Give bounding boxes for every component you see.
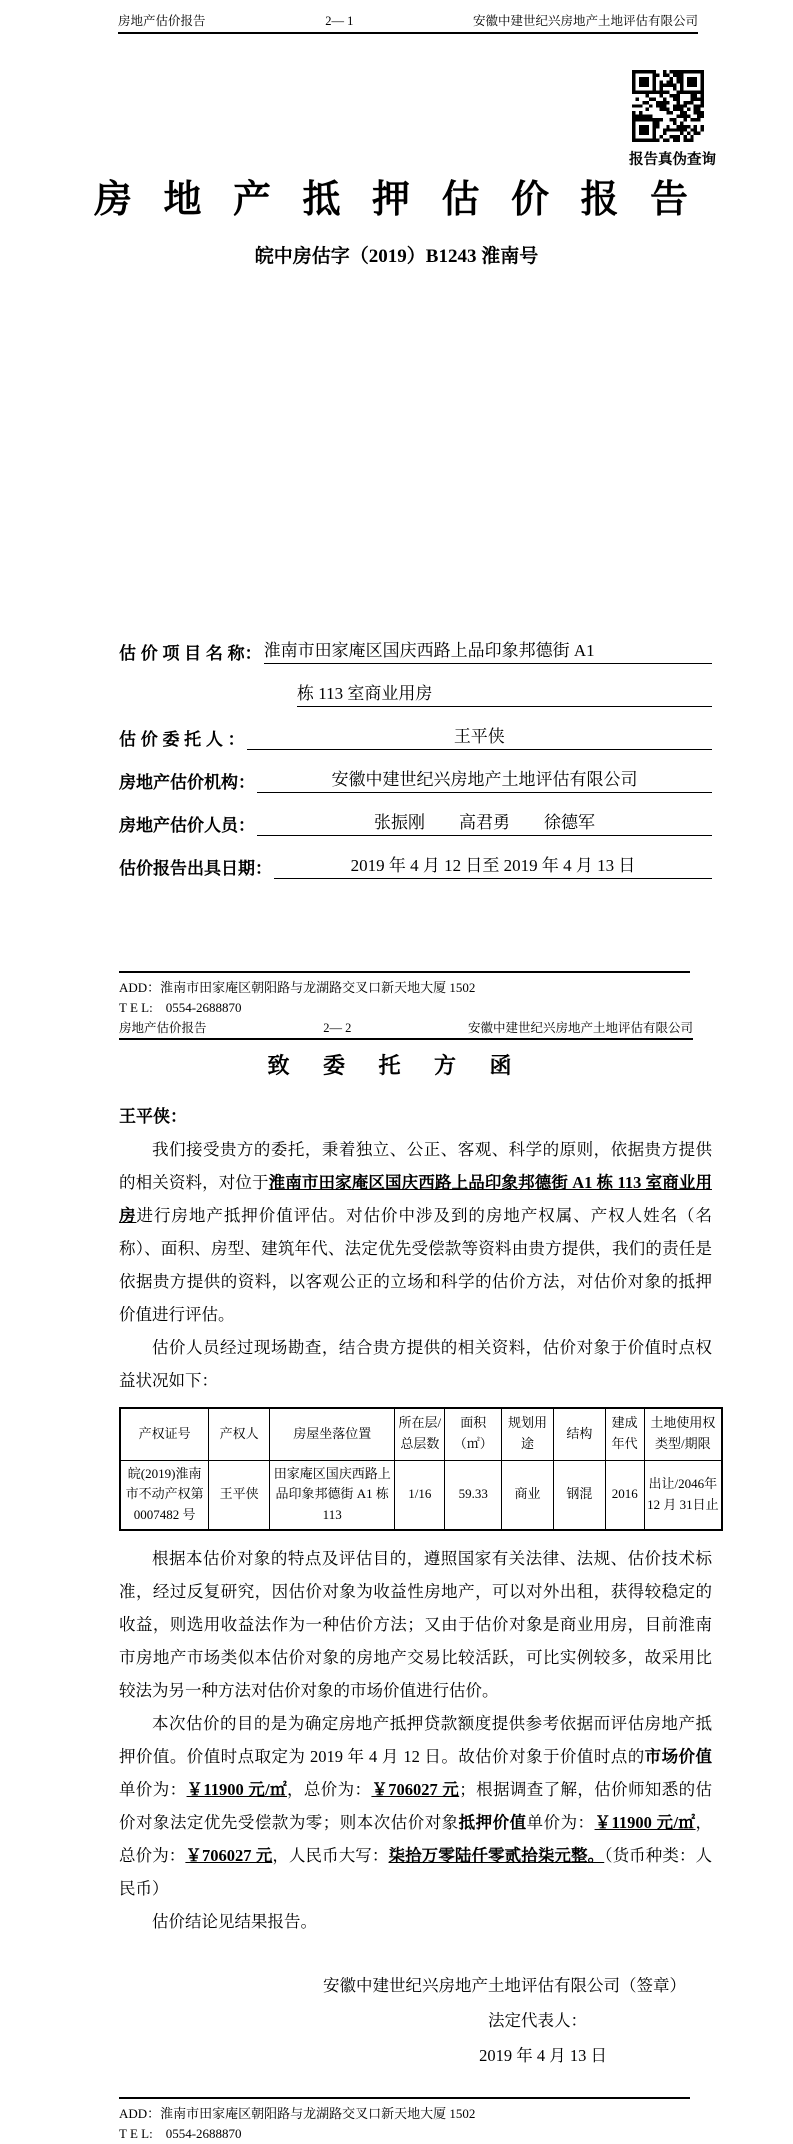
- client-label: 估 价 委 托 人 ：: [119, 730, 245, 749]
- letter-paragraph-3: 根据本估价对象的特点及评估目的，遵照国家有关法律、法规、估价技术标准，经过反复研究，因估价对象为收益性房地产，可以对外出租，获得较稳定的收益，则选用收益法作为一种估价方法；又由于估价对象是商业用房，目前淮南市房地产市场类似本估价对象的房地产交易比较活跃，可比实例较多，故采用比较法为另一种方法对估价对象的市场价值进行估价。: [119, 1549, 712, 1700]
- page2-header-page-number: 2— 2: [323, 1021, 352, 1035]
- agency-value: 安徽中建世纪兴房地产土地评估有限公司: [257, 765, 712, 793]
- cover-form: [119, 636, 712, 879]
- cell-planned-use: 商业: [502, 1460, 554, 1530]
- letter-salutation: 王平侠：: [119, 1107, 187, 1126]
- page1-header: [118, 0, 698, 34]
- cell-owner: 王平侠: [209, 1460, 270, 1530]
- form-row-project-name-cont: [119, 679, 712, 707]
- report-number: 皖中房估字（2019）B1243 淮南号: [254, 246, 539, 267]
- letter-paragraph-5: 估价结论见结果报告。: [152, 1912, 317, 1931]
- page1-footer: [119, 971, 690, 1018]
- cell-area: 59.33: [445, 1460, 502, 1530]
- appraisers-value: 张振刚 高君勇 徐德军: [257, 808, 712, 836]
- col-structure: 结构: [553, 1408, 605, 1460]
- page2-header-doc-title: 房地产估价报告: [119, 1021, 207, 1035]
- letter-paragraph-1: 我们接受贵方的委托，秉着独立、公正、客观、科学的原则，依据贵方提供的相关资料，对位于淮南市田家庵区国庆西路上品印象邦德街 A1 栋 113 室商业用房进行房地产抵押价值评估。对估价中涉及到的房地产权属、产权人姓名（名称）、面积、房型、建筑年代、法定优先受偿款等资料由贵方提供，我们的责任是依据贵方提供的资料，以客观公正的立场和科学的估价方法，对估价对象的抵押价值进行评估。: [119, 1140, 713, 1324]
- cell-year-built: 2016: [605, 1460, 644, 1530]
- report-main-title: 房 地 产 抵 押 估 价 报 告: [93, 179, 699, 221]
- col-year-built: 建成年代: [605, 1408, 644, 1460]
- page1-header-company: 安徽中建世纪兴房地产土地评估有限公司: [472, 14, 698, 28]
- form-row-project-name: [119, 636, 712, 664]
- col-owner: 产权人: [209, 1408, 270, 1460]
- cell-certificate-no: 皖(2019)淮南市不动产权第0007482 号: [120, 1460, 209, 1530]
- letter-paragraph-4: 本次估价的目的是为确定房地产抵押贷款额度提供参考依据而评估房地产抵押价值。价值时点取定为 2019 年 4 月 12 日。故估价对象于价值时点的市场价值单价为：￥11900 元/㎡，总价为：￥706027 元；根据调查了解，估价师知悉的估价对象法定优先受偿款为零；则本次估价对象抵押价值单价为：￥11900 元/㎡，总价为：￥706027 元，人民币大写：柒拾万零陆仟零贰拾柒元整。（货币种类：人民币）: [119, 1714, 713, 1898]
- signature-legal-rep: 法定代表人：: [488, 2011, 587, 2030]
- col-planned-use: 规划用途: [502, 1408, 554, 1460]
- form-row-appraisers: [119, 808, 712, 836]
- page2-footer-address: ADD：淮南市田家庵区朝阳路与龙湖路交叉口新天地大厦 1502: [119, 2106, 476, 2121]
- page1-footer-address: ADD：淮南市田家庵区朝阳路与龙湖路交叉口新天地大厦 1502: [119, 980, 476, 995]
- appraisers-label: 房地产估价人员：: [119, 816, 255, 835]
- col-land-use-term: 土地使用权类型/期限: [644, 1408, 722, 1460]
- col-certificate-no: 产权证号: [120, 1408, 209, 1460]
- page1-footer-tel: T E L: 0554-2688870: [119, 1000, 242, 1015]
- project-name-label: 估 价 项 目 名 称：: [119, 644, 262, 663]
- qr-label: 报告真伪查询: [629, 152, 716, 168]
- cell-structure: 钢混: [553, 1460, 605, 1530]
- property-rights-table: [119, 1407, 723, 1531]
- table-row: [120, 1460, 722, 1530]
- col-floor: 所在层/总层数: [395, 1408, 445, 1460]
- project-name-value-line2: 栋 113 室商业用房: [297, 679, 712, 707]
- project-name-value-line1: 淮南市田家庵区国庆西路上品印象邦德街 A1: [264, 636, 712, 664]
- signature-block: [0, 1968, 793, 2073]
- col-area: 面积（㎡）: [445, 1408, 502, 1460]
- issue-date-label: 估价报告出具日期：: [119, 859, 272, 878]
- form-row-client: [119, 722, 712, 750]
- letter-paragraph-2: 估价人员经过现场勘查，结合贵方提供的相关资料，估价对象于价值时点权益状况如下：: [119, 1338, 712, 1390]
- form-row-agency: [119, 765, 712, 793]
- qr-block: [629, 70, 716, 169]
- page2-header: [119, 1018, 693, 1040]
- issue-date-value: 2019 年 4 月 12 日至 2019 年 4 月 13 日: [274, 851, 712, 879]
- page2-footer: [119, 2097, 690, 2144]
- qr-code-icon: [632, 70, 704, 142]
- page1-header-doc-title: 房地产估价报告: [118, 14, 206, 28]
- page2-footer-tel: T E L: 0554-2688870: [119, 2126, 242, 2141]
- cell-location: 田家庵区国庆西路上品印象邦德街 A1 栋113: [270, 1460, 395, 1530]
- form-row-issue-date: [119, 851, 712, 879]
- page2-header-company: 安徽中建世纪兴房地产土地评估有限公司: [467, 1021, 693, 1035]
- page1-header-page-number: 2— 1: [325, 14, 354, 28]
- signature-date: 2019 年 4 月 13 日: [479, 2046, 607, 2065]
- cell-floor: 1/16: [395, 1460, 445, 1530]
- cell-land-use-term: 出让/2046年 12 月 31日止: [644, 1460, 722, 1530]
- signature-company: 安徽中建世纪兴房地产土地评估有限公司（签章）: [323, 1976, 686, 1995]
- client-value: 王平侠: [247, 722, 712, 750]
- col-location: 房屋坐落位置: [270, 1408, 395, 1460]
- letter-title: 致 委 托 方 函: [267, 1053, 526, 1078]
- agency-label: 房地产估价机构：: [119, 773, 255, 792]
- table-header-row: [120, 1408, 722, 1460]
